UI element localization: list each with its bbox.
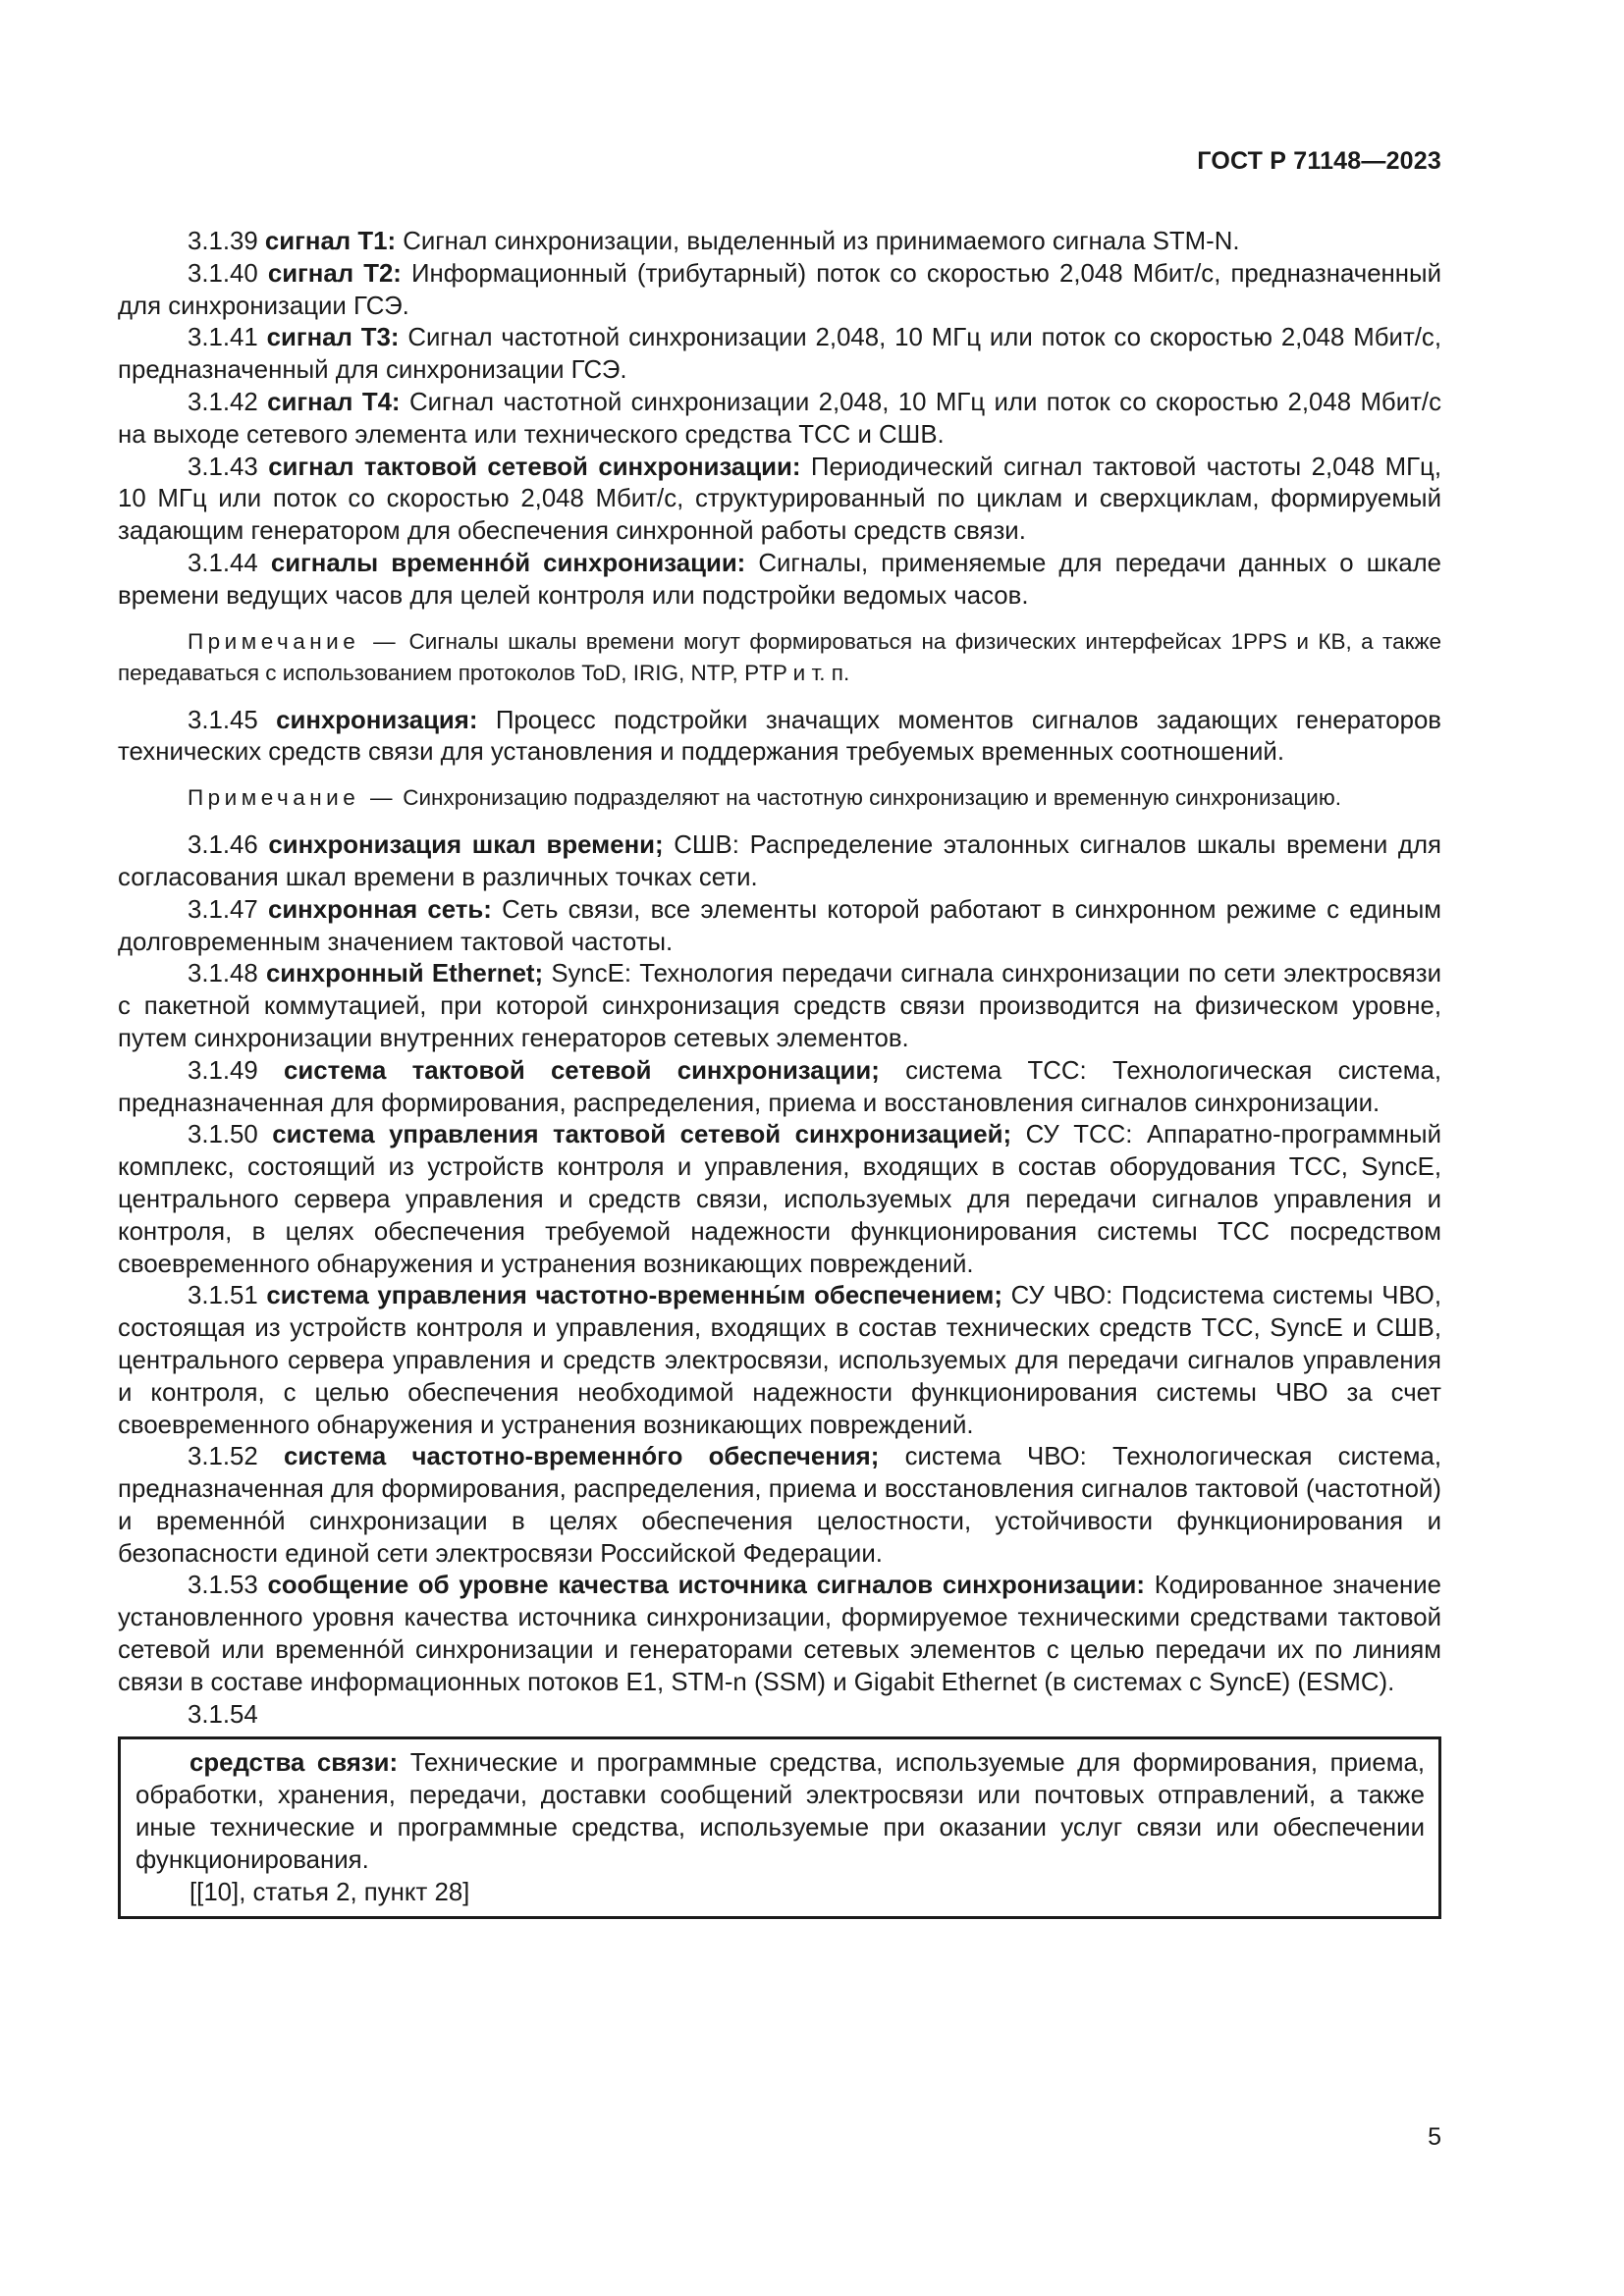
definition-3-1-51 [118,1280,1441,1441]
definition-3-1-39 [118,226,1441,258]
definition-text: Процесс подстройки значащих моментов сигналов задающих генераторов технических средств связи для установления и поддержания требуемых временных соотношений. [118,706,1441,767]
definition-number: 3.1.50 [188,1121,258,1149]
definition-number: 3.1.52 [188,1443,258,1471]
definition-text: СШВ: Распределение эталонных сигналов шкалы времени для согласования шкал времени в различных точках сети. [118,831,1441,891]
definition-term: сигнал Т2: [267,259,402,288]
definition-3-1-48 [118,958,1441,1054]
source-reference: [[10], статья 2, пункт 28] [189,1878,470,1906]
definition-3-1-49 [118,1055,1441,1120]
definition-term: синхронный Ethernet; [265,960,544,988]
definition-text: СУ ЧВО: Подсистема системы ЧВО, состоящая из устройств контроля и управления, входящих в состав технических средств ТСС, SyncE и СШВ, центрального сервера управления и средств электросвязи, используемых для передачи сигналов управления и контроля, с целью обеспечения необходимой надежности функционирования системы ЧВО за счет своевременного обнаружения и устранения возникающих повреждений. [118,1282,1441,1439]
definition-number: 3.1.42 [188,388,258,416]
definition-number: 3.1.41 [188,324,258,352]
definition-number: 3.1.44 [188,549,258,577]
definition-3-1-53 [118,1570,1441,1698]
definition-term: сигналы временнóй синхронизации: [270,549,746,577]
definition-term: сигнал тактовой сетевой синхронизации: [268,453,801,481]
definition-text: Периодический сигнал тактовой частоты 2,048 МГц, 10 МГц или поток со скоростью 2,048 Мбит/с, структурированный по циклам и сверхциклам, формируемый задающим генератором для обеспечения синхронной работы средств связи. [118,453,1442,546]
definition-3-1-41 [118,322,1441,387]
definition-term: сигнал Т4: [267,388,401,416]
page-number: 5 [1428,2123,1441,2151]
note-text: Сигналы шкалы времени могут формироваться на физических интерфейсах 1PPS и КВ, а также передаваться с использованием протоколов ToD, IRIG, NTP, PTP и т. п. [118,628,1442,685]
definition-3-1-54-number [118,1699,1441,1732]
definition-3-1-45 [118,705,1441,770]
definition-number: 3.1.45 [188,706,258,734]
definition-3-1-40 [118,258,1441,323]
definition-text: Сигнал частотной синхронизации 2,048, 10 МГц или поток со скоростью 2,048 Мбит/с, предназначенный для синхронизации ГСЭ. [118,324,1441,385]
definition-number: 3.1.48 [188,960,258,988]
definition-number: 3.1.39 [188,228,258,255]
definition-text: Кодированное значение установленного уровня качества источника синхронизации, формируемое техническими средствами тактовой сетевой или временнóй синхронизации и генераторами сетевых элементов с целью передачи их по линиям связи в составе информационных потоков E1, STM-n (SSM) и Gigabit Ethernet (в системах с SyncE) (ESMC). [118,1572,1441,1696]
definition-text: Сигнал синхронизации, выделенный из принимаемого сигнала STM-N. [396,228,1240,255]
definition-number: 3.1.53 [188,1572,258,1600]
note-label: Примечание — [188,628,401,654]
note-label: Примечание — [188,785,397,811]
definition-text: Технические и программные средства, используемые для формирования, приема, обработки, хранения, передачи, доставки сообщений электросвязи или почтовых отправлений, а также иные технические и программные средства, используемые при оказании услуг связи или обеспечении функционирования. [135,1749,1425,1874]
definition-text: Сигнал частотной синхронизации 2,048, 10 МГц или поток со скоростью 2,048 Мбит/с на выходе сетевого элемента или технического средства ТСС и СШВ. [118,388,1441,449]
definition-term: средства связи: [189,1749,399,1778]
definition-term: синхронная сеть: [267,895,492,924]
definition-3-1-46 [118,829,1441,894]
definition-term: система управления тактовой сетевой синхронизацией; [272,1121,1012,1149]
definition-text: система ТСС: Технологическая система, предназначенная для формирования, распределения, приема и восстановления сигналов синхронизации. [118,1056,1442,1117]
definition-3-1-42 [118,387,1441,452]
definition-3-1-47 [118,894,1441,959]
definition-3-1-54 [135,1747,1425,1876]
note-synchronization-types [118,782,1441,814]
definition-term: синхронизация: [276,706,478,734]
definition-term: синхронизация шкал времени; [268,831,664,860]
definition-3-1-43 [118,452,1441,548]
definition-term: система управления частотно-временны́м обеспечением; [266,1282,1002,1310]
definition-text: система ЧВО: Технологическая система, предназначенная для формирования, распределения, приема и восстановления сигналов тактовой (частотной) и временнóй синхронизации в целях обеспечения целостности, устойчивости функционирования и безопасности единой сети электросвязи Российской Федерации. [118,1443,1442,1568]
note-time-scale-signals [118,626,1441,689]
definition-number: 3.1.47 [188,895,258,924]
definition-number: 3.1.43 [188,453,258,481]
definition-3-1-50 [118,1119,1441,1280]
definition-3-1-52 [118,1441,1441,1570]
definition-number: 3.1.46 [188,831,258,860]
definition-number: 3.1.51 [188,1282,258,1310]
document-code: ГОСТ Р 71148—2023 [1197,147,1441,175]
definition-number: 3.1.54 [188,1700,258,1729]
note-text: Синхронизацию подразделяют на частотную синхронизацию и временную синхронизацию. [396,785,1341,811]
quoted-definition-box [118,1736,1441,1919]
definition-term: сигнал Т3: [266,324,400,352]
definition-term: сигнал Т1: [264,228,397,255]
definition-text: Сигналы, применяемые для передачи данных о шкале времени ведущих часов для целей контроля или подстройки ведомых часов. [118,549,1441,610]
definition-text: Сеть связи, все элементы которой работают в синхронном режиме с единым долговременным значением тактовой частоты. [118,895,1441,956]
definition-3-1-44 [118,548,1441,613]
definition-number: 3.1.49 [188,1056,258,1085]
definition-text: Информационный (трибутарный) поток со скоростью 2,048 Мбит/с, предназначенный для синхронизации ГСЭ. [118,259,1441,320]
definition-text: SyncE: Технология передачи сигнала синхронизации по сети электросвязи с пакетной коммутацией, при которой синхронизация средств связи производится на физическом уровне, путем синхронизации внутренних генераторов сетевых элементов. [118,960,1441,1052]
definition-number: 3.1.40 [188,259,258,288]
definition-text: СУ ТСС: Аппаратно-программный комплекс, состоящий из устройств контроля и управления, входящих в состав оборудования ТСС, SyncE, центрального сервера управления и средств связи, используемых для передачи сигналов управления и контроля, в целях обеспечения требуемой надежности функционирования системы ТСС посредством своевременного обнаружения и устранения возникающих повреждений. [118,1121,1442,1278]
definitions-section [118,226,1441,1919]
definition-term: система частотно-временнóго обеспечения; [284,1443,880,1471]
definition-term: сообщение об уровне качества источника сигналов синхронизации: [267,1572,1145,1600]
definition-term: система тактовой сетевой синхронизации; [284,1056,880,1085]
